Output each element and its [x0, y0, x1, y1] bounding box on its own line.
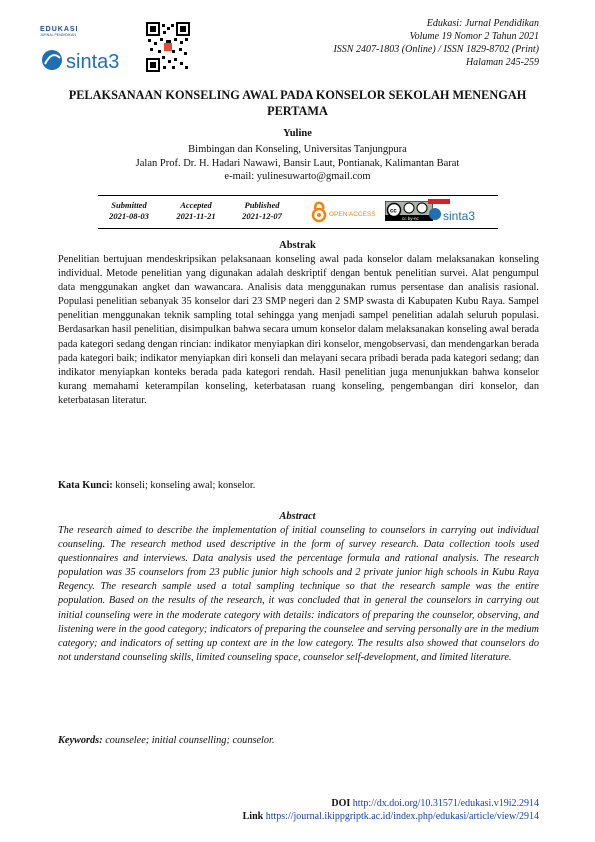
- kata-kunci: [58, 480, 539, 491]
- submitted-label: Submitted: [111, 200, 147, 210]
- keywords: [58, 735, 539, 746]
- edukasi-logo-text: EDUKASI: [40, 26, 79, 33]
- qr-code-icon: [146, 22, 190, 72]
- kata-kunci-value: konseli; konseling awal; konselor.: [115, 480, 256, 491]
- paper-title: PELAKSANAAN KONSELING AWAL PADA KONSELOR SEKOLAH MENENGAH PERTAMA: [68, 88, 527, 118]
- garuda-sinta-badge: [428, 199, 484, 228]
- published-label: Published: [244, 200, 280, 210]
- abstract-heading: Abstract: [279, 511, 316, 522]
- publication-dates-bar: [98, 195, 498, 229]
- footer-link: [243, 810, 539, 823]
- garuda-sinta-text: sinta3: [443, 209, 476, 223]
- published-value: 2021-12-07: [242, 210, 282, 221]
- edukasi-logo: [40, 26, 120, 37]
- keywords-value: counselee; initial counselling; counselor.: [105, 735, 275, 746]
- abstract-body: The research aimed to describe the implementation of initial counseling to counselors in carrying out individual counseling. The research method used descriptive in the form of survey research. Data collection tools used questionnaires and interviews. Data analysis used the percentage formula and rational analysis. The research population was 35 counselors from 23 public junior high schools and 2 private junior high schools in Kubu Raya Regency. The research sample used a total sampling technique so that the research sample was the entire population. Based on the results of the research, it was concluded that in general the counselors in carrying out initial counseling were in the moderate category with details: indicators of preparing the counselor, observing, and listening were in the good category; indicators of preparing the counselee and serving personally are in the medium category; and indicators of setting up context are in the low category. The results also showed that counselors do not understand counseling skills, limited counseling space, counselor self-development, and limited literature.: [58, 525, 539, 663]
- open-access-text: OPEN ACCESS: [329, 211, 376, 218]
- journal-name: Edukasi: Jurnal Pendidikan: [426, 18, 539, 29]
- accepted-date: [168, 200, 224, 221]
- author-affiliation: Bimbingan dan Konseling, Universitas Tanjungpura: [188, 144, 407, 155]
- cc-by-nc-badge: [385, 201, 433, 226]
- author-email: e-mail: yulinesuwarto@gmail.com: [224, 171, 371, 182]
- edukasi-logo-subtext: JURNAL PENDIDIKAN: [40, 33, 76, 37]
- doi-label: DOI: [331, 798, 351, 809]
- cc-badge-text: cc by-nc: [402, 216, 419, 221]
- sinta-logo: [40, 44, 138, 74]
- kata-kunci-label: Kata Kunci:: [58, 480, 113, 491]
- submitted-date: [104, 200, 154, 221]
- author-name: Yuline: [283, 128, 312, 139]
- journal-pages: Halaman 245-259: [465, 57, 539, 68]
- author-address: Jalan Prof. Dr. H. Hadari Nawawi, Bansir Laut, Pontianak, Kalimantan Barat: [135, 157, 460, 169]
- published-date: [234, 200, 290, 221]
- journal-issn: ISSN 2407-1803 (Online) / ISSN 1829-8702 (Print): [333, 44, 539, 55]
- article-link[interactable]: https://journal.ikippgriptk.ac.id/index.php/edukasi/article/view/2914: [265, 811, 539, 822]
- doi-link[interactable]: http://dx.doi.org/10.31571/edukasi.v19i2.2914: [352, 798, 539, 809]
- svg-text:cc: cc: [390, 208, 397, 215]
- author-affiliation-block: [60, 143, 535, 184]
- footer-doi: [331, 797, 539, 810]
- open-access-badge: [311, 201, 381, 228]
- journal-info: [333, 17, 539, 69]
- journal-volume: Volume 19 Nomor 2 Tahun 2021: [409, 31, 539, 42]
- link-label: Link: [242, 811, 264, 822]
- accepted-value: 2021-11-21: [176, 210, 216, 221]
- sinta-logo-text: sinta3: [66, 51, 120, 73]
- abstrak-body: Penelitian bertujuan mendeskripsikan pelaksanaan konseling awal pada konselor dalam melaksanakan konseling individual. Metode penelitian yang digunakan adalah deskriptif dengan bentuk penelitian survei. Alat pengumpul data menggunakan angket dan wawancara. Analisis data menggunakan rumus persentase dan analisis rasional. Populasi penelitian sebanyak 35 konselor dari 23 SMP negeri dan 2 SMP swasta di Kabupaten Kubu Raya. Sampel penelitian menggunakan teknik sampling total sehingga yang menjadi sampel penelitian adalah seluruh populasi. Berdasarkan hasil penelitian, disimpulkan bahwa secara umum konselor dalam melaksanakan konseling awal berada pada kategori sedang dengan rincian: indikator menyiapkan diri konselor, mengobservasi, dan mendengarkan berada pada kategori baik; indikator menyiapkan diri konseli dan melayani secara pribadi berada pada kategori sedang; dan indikator menyiapkan konteks berada pada kategori rendah. Hasil penelitian juga menunjukkan bahwa konselor kurang memahami keterampilan konseling, keterbatasan ruang konseling, pengembangan diri konselor, dan keterbatasan literatur.: [58, 254, 539, 406]
- keywords-label: Keywords:: [58, 735, 103, 746]
- submitted-value: 2021-08-03: [109, 210, 149, 221]
- abstrak-heading: Abstrak: [279, 240, 316, 251]
- accepted-label: Accepted: [180, 200, 212, 210]
